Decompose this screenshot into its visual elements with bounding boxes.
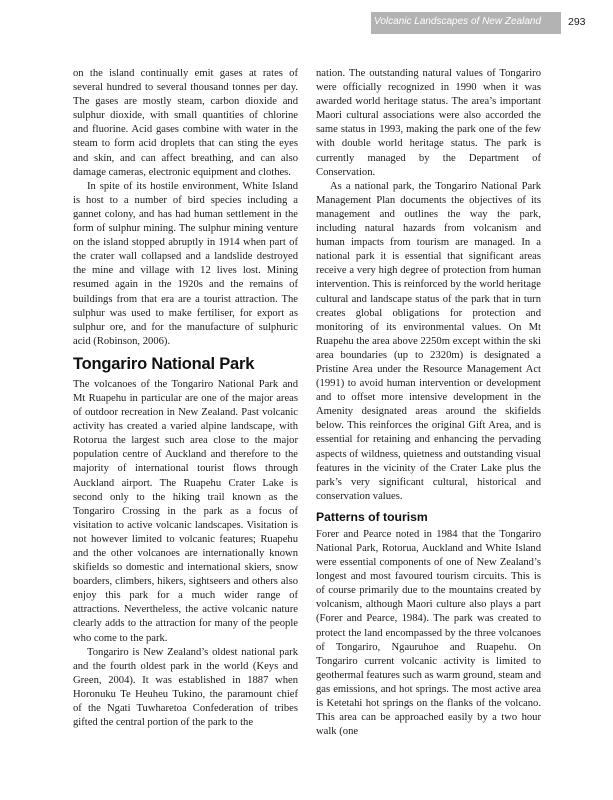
- left-column: [73, 67, 298, 730]
- paragraph: As a national park, the Tongariro National Park Management Plan documents the objectives of its management and outlines the way the park, including natural hazards from volcanism and human impacts from tourism are managed. In a national park it is essential that significant areas receive a very high degree of protection from human intervention. This is reinforced by the world heritage cultural and landscape status of the park that in turn creates global obligations for protection and monitoring of its environmental values. On Mt Ruapehu the area above 2250m except within the ski area boundaries (up to 2320m) is designated a Pristine Area under the Resource Management Act (1991) to avoid human intervention or development and to offset more intensive development in the Amenity designated areas around the skifields below. This reinforces the original Gift Area, and is essential for retaining and enhancing the pervading aspects of wildness, quietness and outstanding visual features in the vicinity of the Crater Lake plus the park’s very significant cultural, historical and conservation values.: [316, 180, 541, 502]
- right-column: [316, 67, 541, 739]
- paragraph: The volcanoes of the Tongariro National Park and Mt Ruapehu in particular are one of the major areas of outdoor recreation in New Zealand. Past volcanic activity has created a varied alpine landscape, with Rotorua the largest such area close to the major population centre of Auckland and therefore to the majority of international tourist flows through Auckland airport. The Ruapehu Crater Lake is second only to the hiking trail known as the Tongariro Crossing in the park as a focus of visitation to active volcanic landscapes. Visitation is not however limited to volcanic features; Ruapehu and the other volcanoes are internationally known skifields so domestic and international skiers, snow boarders, climbers, hikers, sightseers and others also enjoy this park for a much wider range of attractions. Nevertheless, the active volcanic nature clearly adds to the attraction for many of the people who come to the park.: [73, 378, 298, 644]
- paragraph: Tongariro is New Zealand’s oldest national park and the fourth oldest park in the world (Keys and Green, 2004). It was established in 1887 when Horonuku Te Heuheu Tukino, the paramount chief of the Ngati Tuwharetoa Confederation of tribes gifted the central portion of the park to the: [73, 646, 298, 729]
- paragraph: nation. The outstanding natural values of Tongariro were officially recognized in 1990 when it was awarded world heritage status. The area’s important Maori cultural associations were also accorded the same status in 1993, making the park one of the few with double world heritage status. The park is currently managed by the Department of Conservation.: [316, 68, 541, 178]
- paragraph: In spite of its hostile environment, White Island is host to a number of bird species including a gannet colony, and has had human settlement in the form of sulphur mining. The sulphur mining venture on the island stopped abruptly in 1914 when part of the crater wall collapsed and a landslide destroyed the mine and village with 12 lives lost. Mining resumed again in the 1920s and the remains of buildings from that era are a tourist attraction. The sulphur was used to make fertiliser, for export as sulphur ore, and for the manufacture of sulphuric acid (Robinson, 2006).: [73, 180, 298, 347]
- paragraph: Forer and Pearce noted in 1984 that the Tongariro National Park, Rotorua, Auckland and White Island were essential components of one of New Zealand’s longest and most favoured tourism circuits. This is of course primarily due to the mountains created by volcanism, although Maori culture also plays a part (Forer and Pearce, 1984). The park was created to protect the land encompassed by the three volcanoes of Tongariro, Ngauruhoe and Ruapehu. On Tongariro current volcanic activity is limited to geothermal features such as warm ground, steam and gas emissions, and hot springs. The most active area is Ketetahi hot springs on the flanks of the volcano. This area can be approached easily by a two hour walk (one: [316, 528, 541, 738]
- subsection-heading: Patterns of tourism: [316, 509, 428, 524]
- page-number: 293: [568, 16, 586, 28]
- paragraph: on the island continually emit gases at rates of several hundred to several thousand tonnes per day. The gases are mostly steam, carbon dioxide and sulphur dioxide, with small quantities of chlorine and fluorine. Acid gases combine with water in the steam to form acid droplets that can sting the eyes and skin, and can affect breathing, and can also damage cameras, electronic equipment and clothes.: [73, 68, 298, 178]
- section-heading: Tongariro National Park: [73, 354, 255, 373]
- running-title: Volcanic Landscapes of New Zealand: [374, 16, 541, 27]
